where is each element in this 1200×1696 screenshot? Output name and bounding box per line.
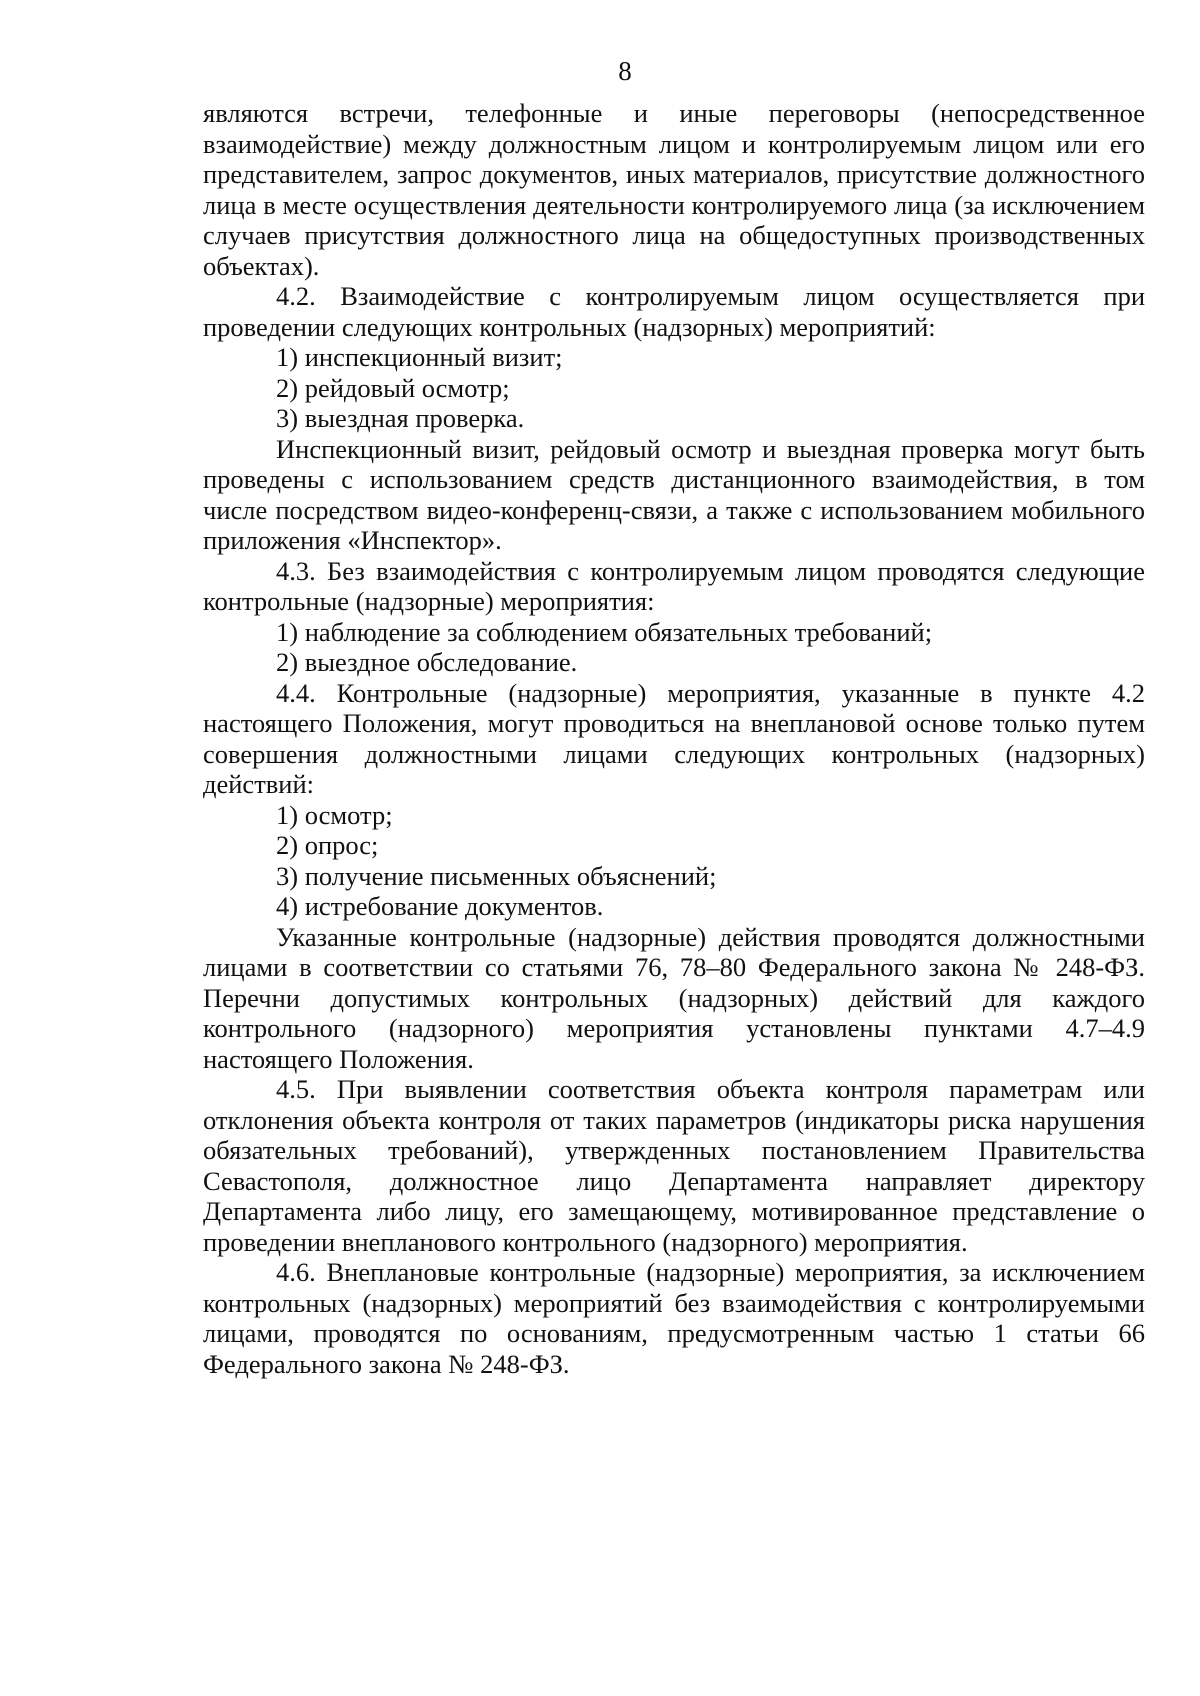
paragraph-4-2: 4.2. Взаимодействие с контролируемым лицом осуществляется при проведении следующих контрольных (надзорных) мероприятий:	[203, 281, 1145, 342]
paragraph-4-3: 4.3. Без взаимодействия с контролируемым лицом проводятся следующие контрольные (надзорные) мероприятия:	[203, 555, 1145, 616]
list-item: 2) опрос;	[276, 830, 379, 860]
paragraph-remote-interaction: Инспекционный визит, рейдовый осмотр и выездная проверка могут быть проведены с использованием средств дистанционного взаимодействия, в том числе посредством видео-конференц-связи, а также с использованием мобильного приложения «Инспектор».	[203, 433, 1145, 555]
paragraph-actions: Указанные контрольные (надзорные) действия проводятся должностными лицами в соответствии со статьями 76, 78–80 Федерального закона № 248-ФЗ. Перечни допустимых контрольных (надзорных) действий для каждого контрольного (надзорного) мероприятия установлены пунктами 4.7–4.9 настоящего Положения.	[203, 921, 1145, 1074]
list-item: 4) истребование документов.	[276, 891, 604, 921]
list-item: 2) рейдовый осмотр;	[276, 372, 510, 403]
list-item: 1) наблюдение за соблюдением обязательных требований;	[276, 616, 933, 647]
paragraph-4-6: 4.6. Внеплановые контрольные (надзорные) мероприятия, за исключением контрольных (надзорных) мероприятий без взаимодействия с контролируемыми лицами, проводятся по основаниям, предусмотренным частью 1 статьи 66 Федерального закона № 248-ФЗ.	[203, 1257, 1145, 1379]
list-item: 1) осмотр;	[276, 799, 393, 830]
paragraph-4-4: 4.4. Контрольные (надзорные) мероприятия, указанные в пункте 4.2 настоящего Положения, могут проводиться на внеплановой основе только путем совершения должностными лицами следующих контрольных (надзорных) действий:	[203, 677, 1145, 799]
paragraph-continuation: являются встречи, телефонные и иные переговоры (непосредственное взаимодействие) между должностным лицом и контролируемым лицом или его представителем, запрос документов, иных материалов, присутствие должностного лица в месте осуществления деятельности контролируемого лица (за исключением случаев присутствия должностного лица на общедоступных производственных объектах).	[203, 98, 1145, 281]
list-item: 3) получение письменных объяснений;	[276, 860, 717, 891]
list-item: 2) выездное обследование.	[276, 647, 578, 677]
document-body	[203, 98, 1145, 1379]
page-number: 8	[618, 56, 632, 86]
list-item: 3) выездная проверка.	[276, 403, 525, 433]
list-item: 1) инспекционный визит;	[276, 342, 563, 372]
paragraph-4-5: 4.5. При выявлении соответствия объекта контроля параметрам или отклонения объекта контроля от таких параметров (индикаторы риска нарушения обязательных требований), утвержденных постановлением Правительства Севастополя, должностное лицо Департамента направляет директору Департамента либо лицу, его замещающему, мотивированное представление о проведении внепланового контрольного (надзорного) мероприятия.	[203, 1074, 1145, 1257]
